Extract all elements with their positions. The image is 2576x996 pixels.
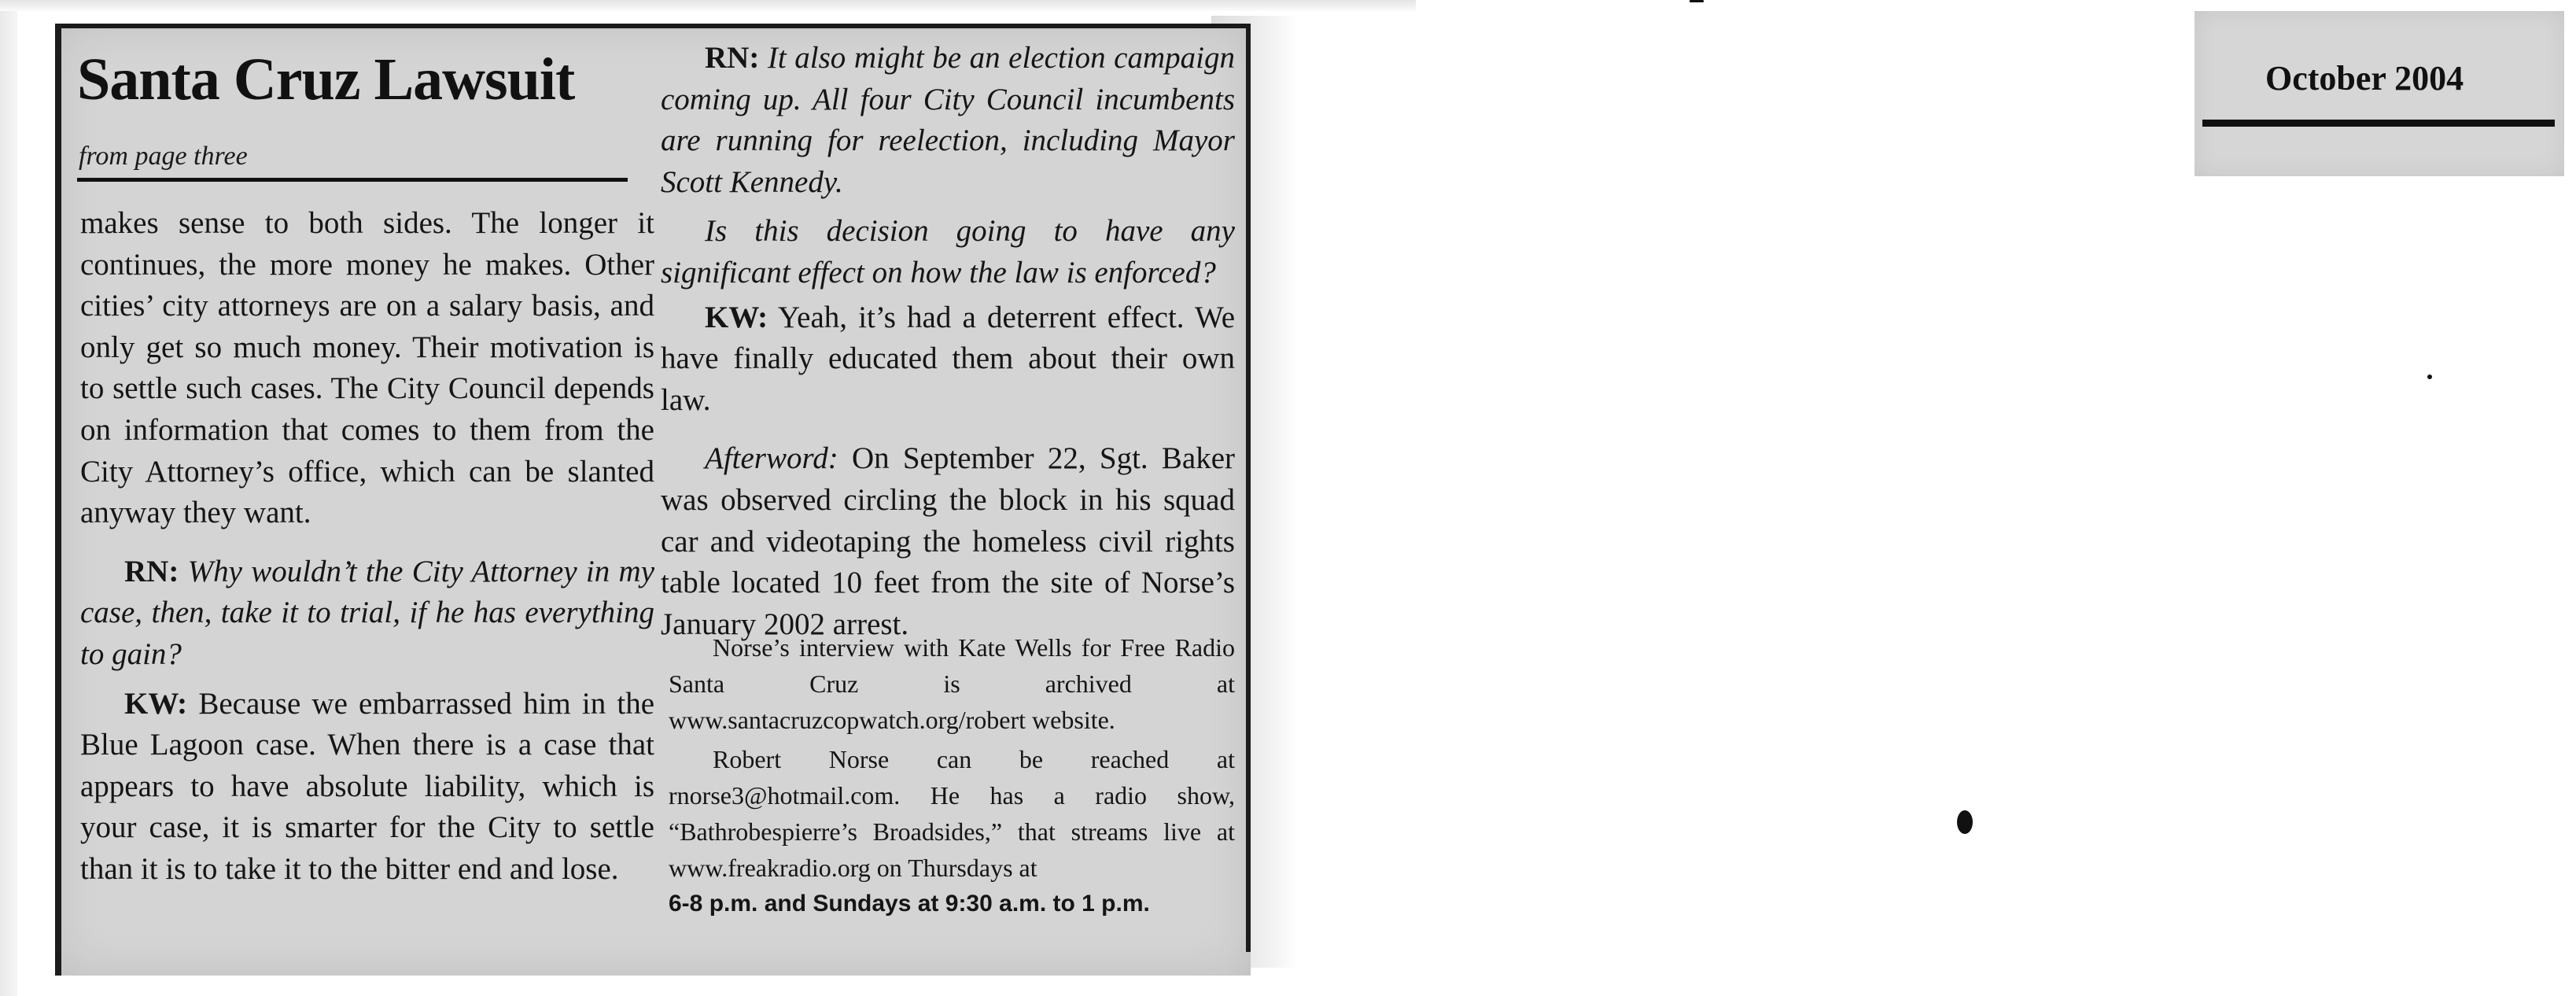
kw-answer bbox=[661, 297, 1235, 422]
kw-answer bbox=[80, 684, 654, 891]
issue-date: October 2004 bbox=[2265, 59, 2464, 98]
afterword-label: Afterword: bbox=[705, 441, 838, 476]
rn-question bbox=[80, 551, 654, 676]
speaker-label: RN: bbox=[705, 41, 760, 75]
continuation-note: from page three bbox=[79, 142, 248, 171]
clipping-border bbox=[55, 24, 1251, 28]
scan-speck bbox=[1957, 810, 1973, 834]
question-text: It also might be an election campaign coming up. All four City Council incumbents are running for reelection, including Mayor Scott Kennedy. bbox=[661, 41, 1235, 199]
schedule-note: 6-8 p.m. and Sundays at 9:30 a.m. to 1 p.m. bbox=[669, 891, 1150, 917]
answer-text: Because we embarrassed him in the Blue Lagoon case. When there is a case that appears to have absolute liability, which is your case, it is smarter for the City to settle than it is to take it to the bitter end and lose. bbox=[80, 686, 655, 886]
afterword bbox=[661, 438, 1235, 645]
scan-edge-top bbox=[0, 0, 1416, 11]
masthead-date-box bbox=[2195, 11, 2564, 176]
question-text: Why wouldn’t the City Attorney in my case, then, take it to trial, if he has everything to gain? bbox=[80, 554, 655, 671]
scan-edge bbox=[0, 0, 17, 996]
scan-speck bbox=[1690, 0, 1704, 2]
rn-question bbox=[661, 38, 1235, 203]
clipping-border bbox=[55, 24, 61, 976]
article-headline: Santa Cruz Lawsuit bbox=[77, 46, 575, 113]
contact-note: Robert Norse can be reached at rnorse3@hotmail.com. He has a radio show, “Bathrobespierre’s Broadsides,” that streams live at www.freakradio.org on Thursdays at bbox=[669, 745, 1235, 882]
question-text: Is this decision going to have any significant effect on how the law is enforced? bbox=[661, 214, 1235, 290]
speaker-label: RN: bbox=[124, 554, 179, 588]
answer-text: Yeah, it’s had a deterrent effect. We have finally educated them about their own law. bbox=[661, 300, 1235, 417]
paragraph: makes sense to both sides. The longer it continues, the more money he makes. Other cities’ city attorneys are on a salary basis, and only get so much money. Their motivation is to settle such cases. The City Council depends on information that comes to them from the City Attorney’s office, which can be slanted anyway they want. bbox=[80, 206, 654, 530]
date-rule bbox=[2202, 120, 2555, 127]
speaker-label: KW: bbox=[124, 686, 188, 721]
article-notes bbox=[669, 629, 1235, 922]
right-column bbox=[661, 38, 1235, 645]
archive-note: Norse’s interview with Kate Wells for Free Radio Santa Cruz is archived at www.santacruzcopwatch.org/robert website. bbox=[669, 633, 1235, 734]
left-column bbox=[80, 203, 654, 891]
clipping-border bbox=[1246, 24, 1251, 952]
speaker-label: KW: bbox=[705, 300, 768, 334]
scan-speck bbox=[2427, 374, 2432, 379]
afterword-text: On September 22, Sgt. Baker was observed circling the block in his squad car and videotaping the homeless civil rights table located 10 feet from the site of Norse’s January 2002 arrest. bbox=[661, 441, 1236, 641]
newspaper-clipping bbox=[55, 24, 1251, 976]
headline-rule bbox=[77, 178, 628, 182]
